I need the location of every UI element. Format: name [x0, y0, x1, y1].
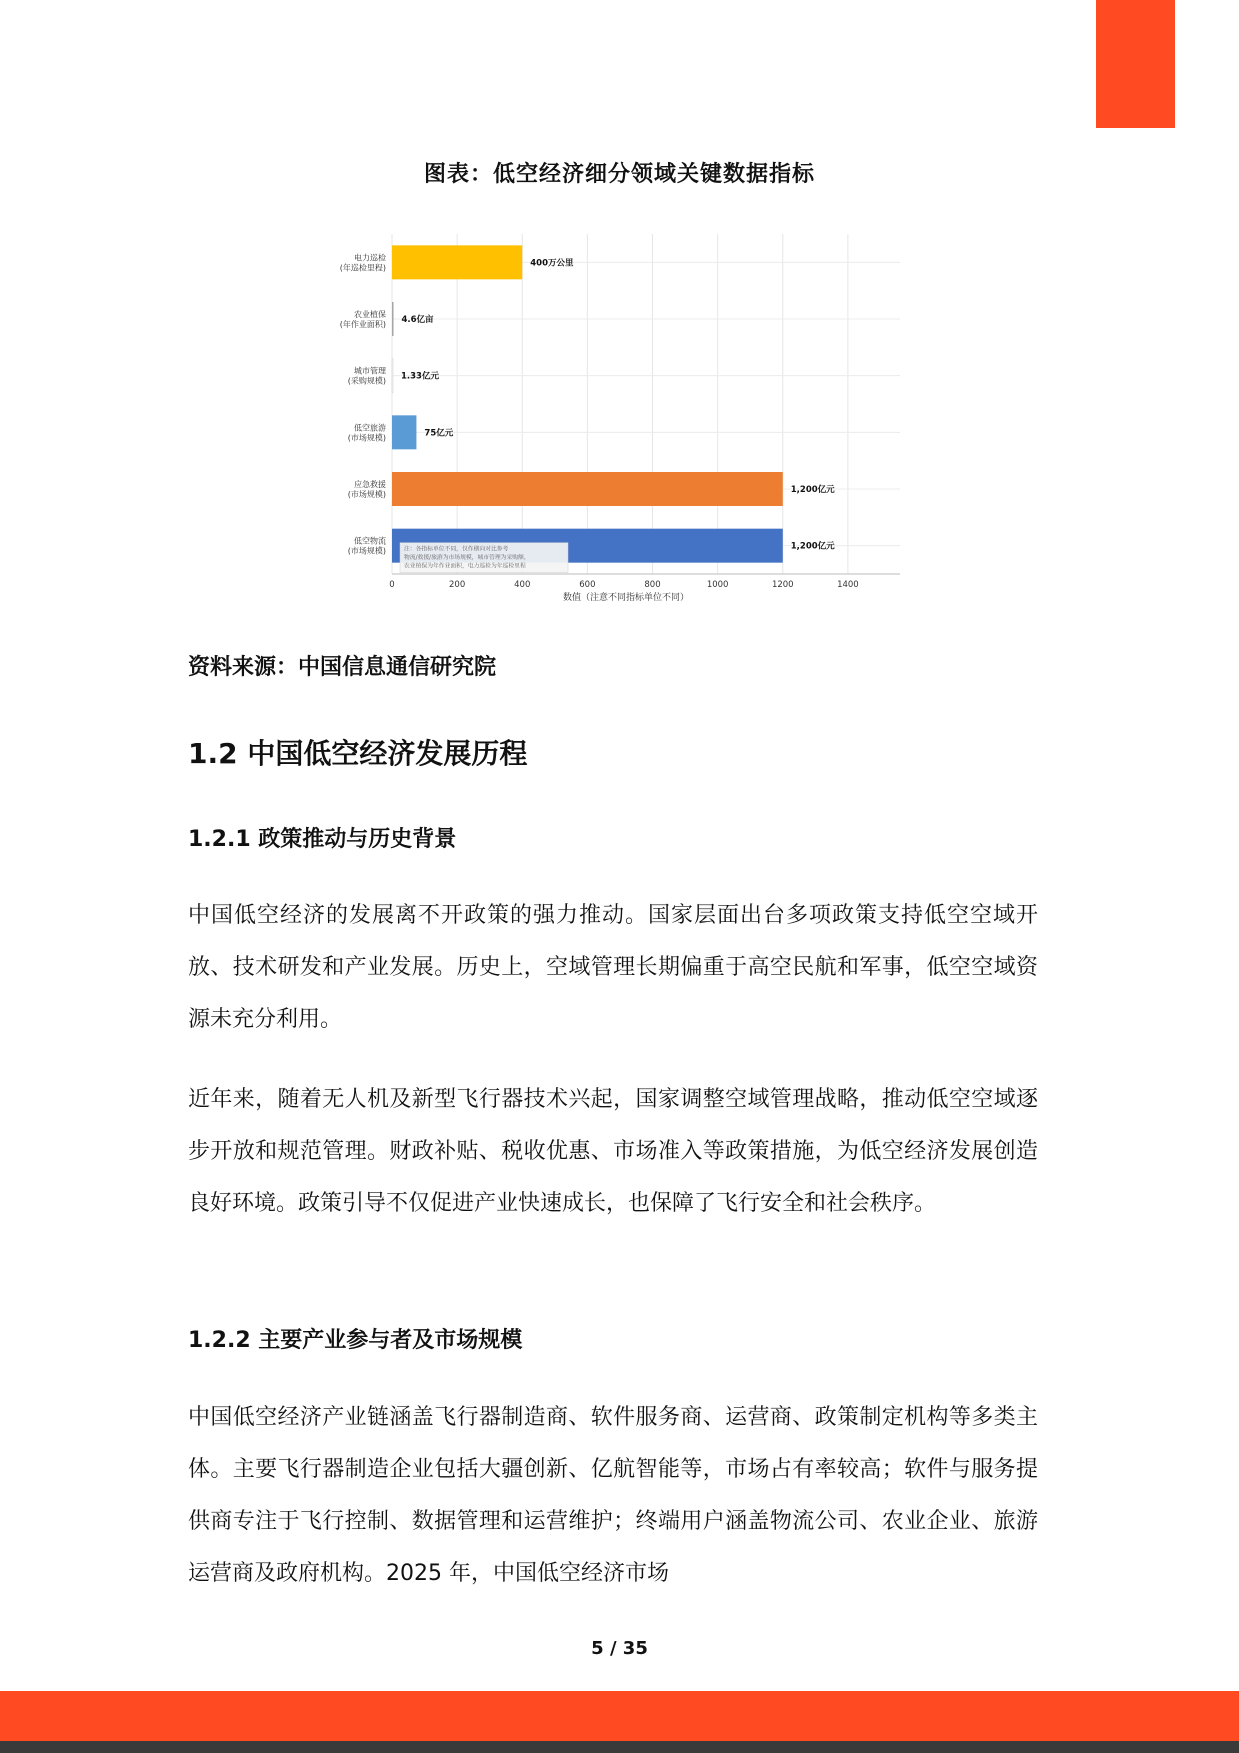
data-label: 1,200亿元	[790, 485, 835, 495]
x-tick-label: 1400	[837, 580, 859, 590]
x-tick-label: 800	[644, 580, 661, 590]
category-label: 低空物流(市场规模)	[347, 536, 386, 556]
x-tick-label: 400	[514, 580, 531, 590]
x-tick-label: 200	[449, 580, 466, 590]
category-label: 城市管理(采购规模)	[347, 366, 386, 386]
footer-strip	[0, 1741, 1239, 1753]
category-label: 低空旅游(市场规模)	[347, 423, 386, 443]
chart-note-text: 注：各指标单位不同，仅作横向对比参考	[404, 546, 509, 553]
footer-band	[0, 1691, 1239, 1741]
chart-title: 图表：低空经济细分领域关键数据指标	[423, 162, 815, 187]
x-axis-label: 数值（注意不同指标单位不同）	[562, 593, 690, 603]
paragraph-airspace: 近年来，随着无人机及新型飞行器技术兴起，国家调整空域管理战略，推动低空空域逐步开放和规范管理。财政补贴、税收优惠、市场准入等政策措施，为低空经济发展创造良好环境。政策引导不仅促进产业快速成长，也保障了飞行安全和社会秩序。	[188, 1087, 1038, 1216]
category-label: 应急救援(市场规模)	[347, 480, 386, 499]
paragraph-participants: 中国低空经济产业链涵盖飞行器制造商、软件服务商、运营商、政策制定机构等多类主体。主要飞行器制造企业包括大疆创新、亿航智能等，市场占有率较高；软件与服务提供商专注于飞行控制、数据管理和运营维护；终端用户涵盖物流公司、农业企业、旅游运营商及政府机构。2025 年，中国低空经济市场	[188, 1405, 1038, 1586]
category-label: 农业植保(年作业面积)	[339, 310, 386, 329]
paragraph-policy: 中国低空经济的发展离不开政策的强力推动。国家层面出台多项政策支持低空空域开放、技术研发和产业发展。历史上，空域管理长期偏重于高空民航和军事，低空空域资源未充分利用。	[188, 903, 1038, 1032]
category-label: 电力巡检(年巡检里程)	[339, 253, 386, 273]
section-heading-1-2-2: 1.2.2 主要产业参与者及市场规模	[188, 1328, 523, 1353]
bar	[392, 359, 393, 393]
section-heading-1-2: 1.2 中国低空经济发展历程	[188, 737, 528, 770]
data-label: 1.33亿元	[401, 371, 439, 382]
data-label: 75亿元	[424, 428, 454, 439]
page-number: 5 / 35	[591, 1638, 648, 1659]
x-tick-label: 1000	[706, 580, 729, 590]
bar	[392, 472, 783, 506]
x-tick-label: 600	[579, 580, 596, 590]
chart-note-text: 农业植保为年作业面积，电力巡检为年巡检里程	[404, 563, 526, 570]
x-tick-label: 0	[389, 580, 395, 590]
source-note: 资料来源：中国信息通信研究院	[188, 655, 497, 680]
data-label: 4.6亿亩	[401, 315, 434, 325]
bar-chart	[300, 222, 910, 612]
chart-note-text: 物流/救援/旅游为市场规模，城市管理为采购额，	[404, 555, 530, 562]
bar	[392, 415, 416, 449]
data-label: 1,200亿元	[790, 541, 835, 552]
corner-accent-tab	[1096, 0, 1175, 128]
section-heading-1-2-1: 1.2.1 政策推动与历史背景	[188, 827, 457, 852]
data-label: 400万公里	[530, 258, 574, 269]
x-tick-label: 1200	[771, 580, 794, 590]
bar	[392, 302, 393, 336]
bar	[392, 245, 522, 279]
